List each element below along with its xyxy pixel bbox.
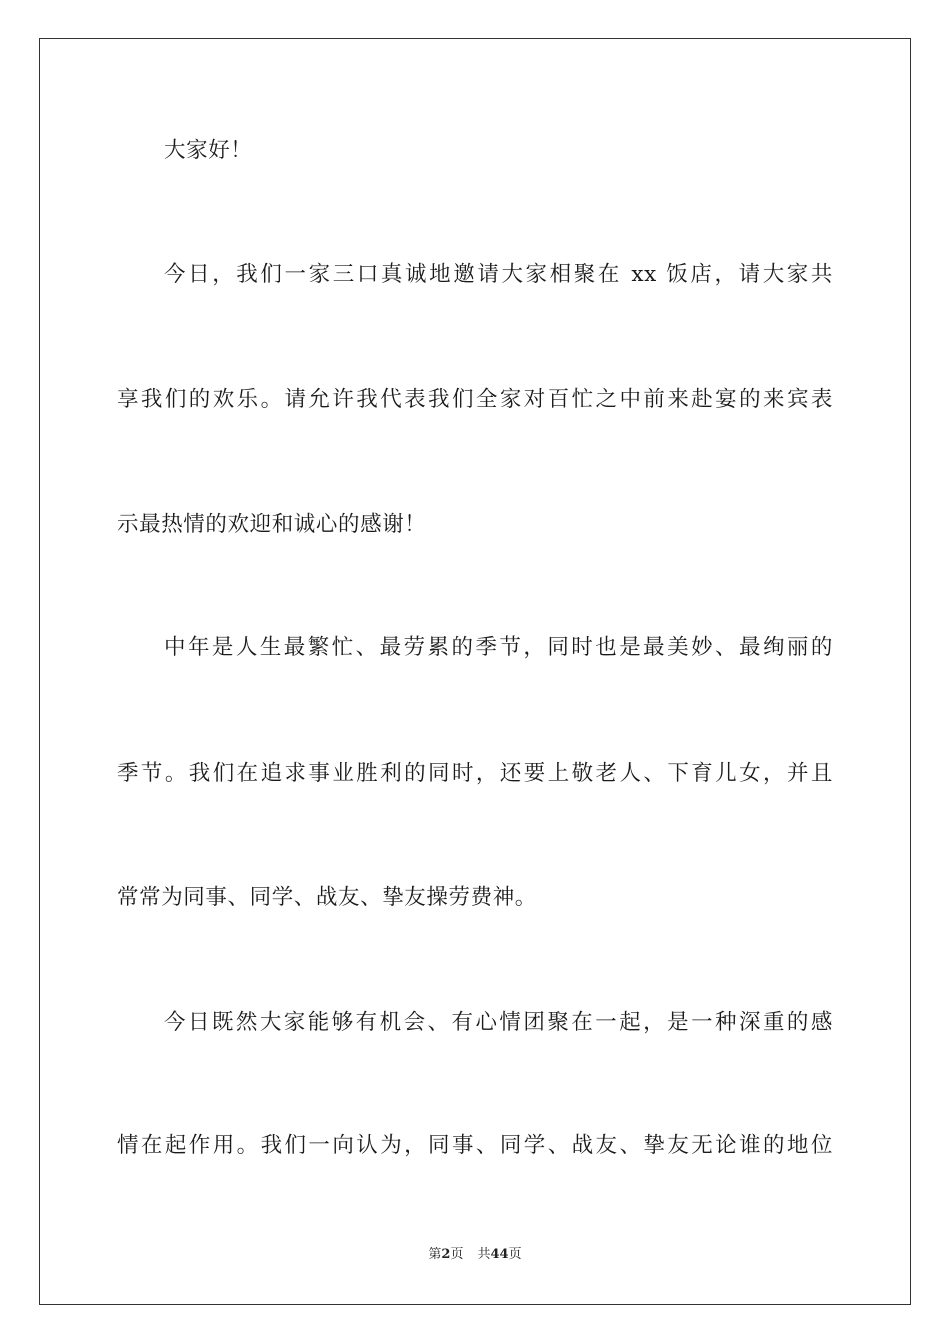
page-unit: 页	[450, 1247, 464, 1262]
paragraph-3-line-2: 情在起作用。我们一向认为，同事、同学、战友、挚友无论谁的地位	[117, 1133, 833, 1158]
paragraph-2-line-2: 季节。我们在追求事业胜利的同时，还要上敬老人、下育儿女，并且	[117, 761, 833, 786]
total-page-count: 44	[490, 1247, 509, 1262]
paragraph-1-line-2: 享我们的欢乐。请允许我代表我们全家对百忙之中前来赴宴的来宾表	[117, 387, 833, 412]
paragraph-1-line-3: 示最热情的欢迎和诚心的感谢！	[117, 512, 427, 537]
page-footer	[0, 1246, 950, 1264]
paragraph-2-line-3: 常常为同事、同学、战友、挚友操劳费神。	[117, 885, 537, 910]
paragraph-2-line-1: 中年是人生最繁忙、最劳累的季节，同时也是最美妙、最绚丽的	[164, 635, 833, 660]
paragraph-1-line-1: 今日，我们一家三口真诚地邀请大家相聚在 xx 饭店，请大家共	[164, 262, 833, 287]
greeting-line: 大家好！	[164, 138, 253, 163]
paragraph-3-line-1: 今日既然大家能够有机会、有心情团聚在一起，是一种深重的感	[164, 1010, 833, 1035]
page-border	[39, 38, 911, 1305]
total-prefix: 共	[477, 1247, 491, 1262]
page-prefix: 第	[428, 1247, 442, 1262]
current-page-number: 2	[441, 1247, 451, 1262]
total-unit: 页	[508, 1247, 522, 1262]
